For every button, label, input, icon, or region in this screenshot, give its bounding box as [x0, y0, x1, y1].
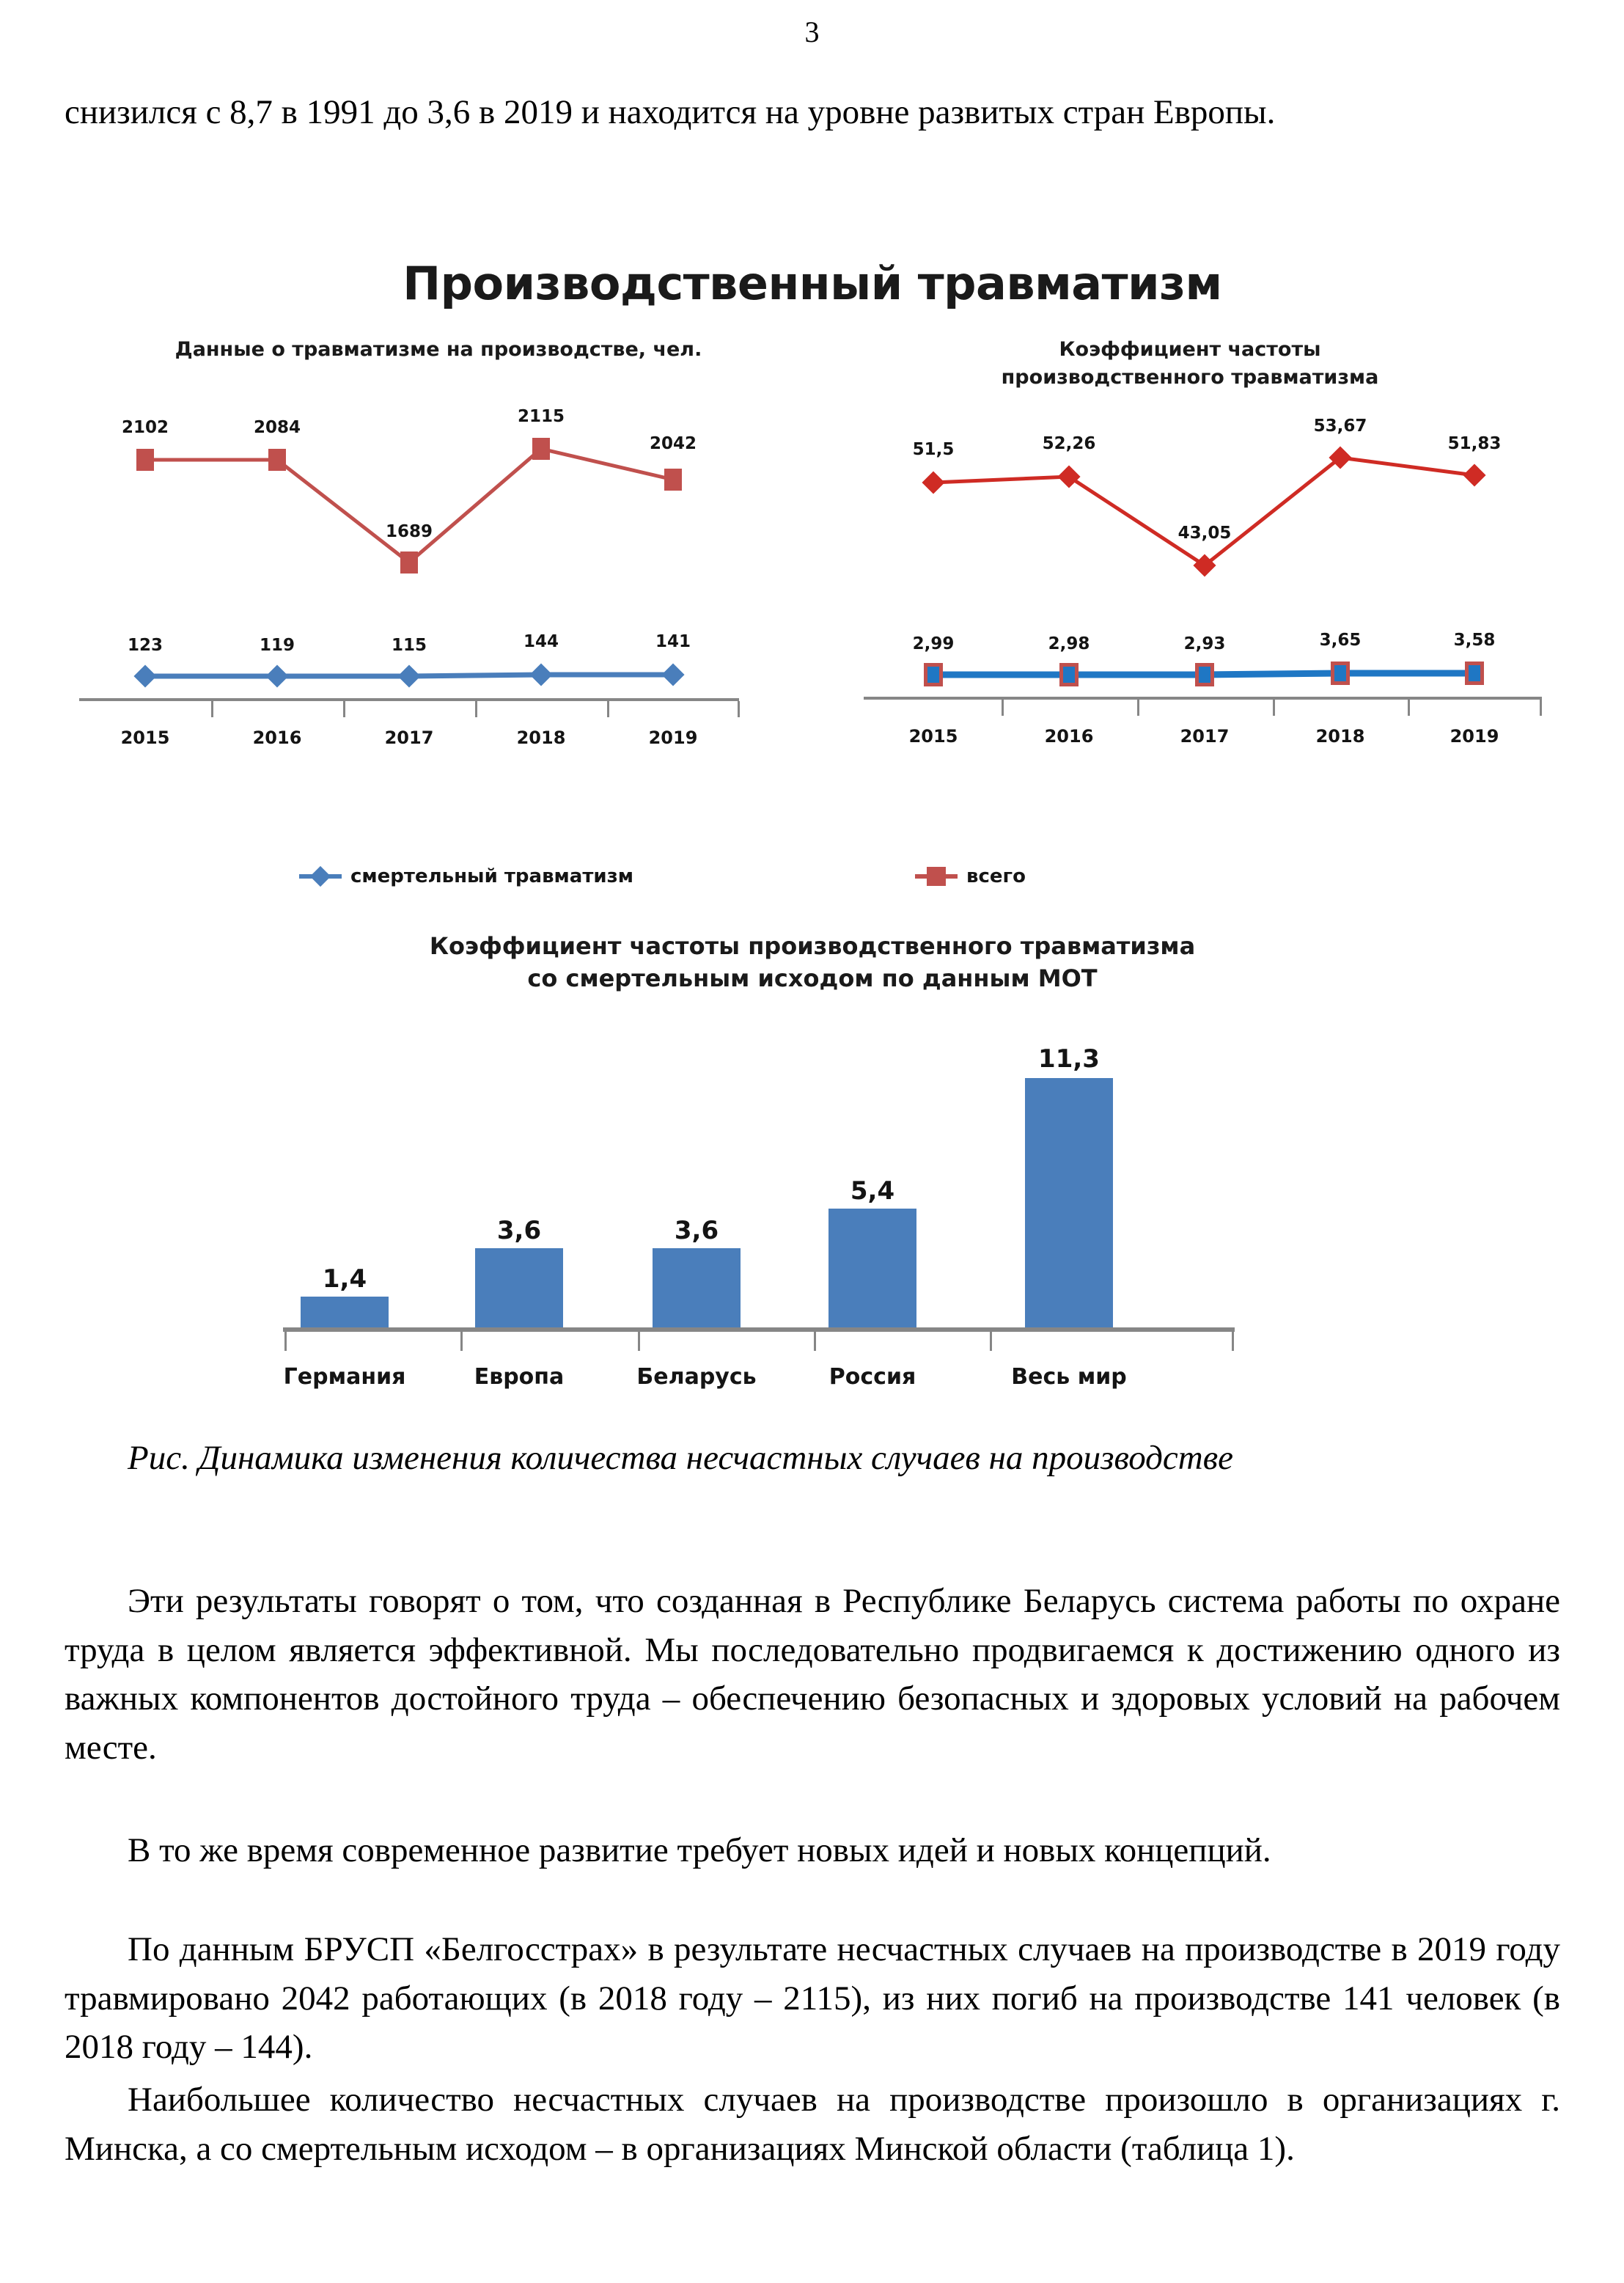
- x-axis-label-2017: 2017: [384, 728, 434, 748]
- chart-title-frequency-line2: производственного травматизма: [1001, 366, 1379, 389]
- x-axis-label-germany: Германия: [283, 1364, 406, 1390]
- chart-injury-frequency-coefficient: [820, 337, 1560, 865]
- figure-main-title: Производственный травматизм: [403, 257, 1222, 310]
- x-axis-label-2018: 2018: [1315, 726, 1365, 747]
- figure-caption: Рис. Динамика изменения количества несчастных случаев на производстве: [128, 1439, 1233, 1477]
- plot-area-ilo: [65, 1019, 1560, 1390]
- paragraph-4: Наибольшее количество несчастных случаев на производстве произошло в организациях г. Минска, а со смертельным исходом – в организациях Минской области (таблица 1).: [65, 2081, 1560, 2168]
- paragraph-2: В то же время современное развитие требует новых идей и новых концепций.: [128, 1831, 1271, 1869]
- data-label-coef-fatal-2017: 2,93: [1183, 634, 1226, 653]
- data-point-total-2018: [532, 438, 550, 460]
- data-point-total-2019: [664, 469, 682, 491]
- data-label-coef-fatal-2015: 2,99: [912, 634, 955, 653]
- paragraph-1: Эти результаты говорят о том, что созданная в Республике Беларусь система работы по охране труда в целом является эффективной. Мы последовательно продвигаемся к достижению одного из важных компонентов достойного труда – обеспечению безопасных и здоровых условий на рабочем месте.: [65, 1582, 1560, 1767]
- x-axis-label-russia: Россия: [828, 1364, 916, 1390]
- data-label-fatal-2018: 144: [523, 632, 559, 651]
- paragraph-3: По данным БРУСП «Белгосстрах» в результате несчастных случаев на производстве в 2019 году травмировано 2042 работающих (в 2018 году – 2115), из них погиб на производстве 141 человек (в 2018 году – 144).: [65, 1930, 1560, 2067]
- data-label-coef-total-2016: 52,26: [1042, 434, 1096, 453]
- series-line-fatal: [65, 383, 812, 779]
- data-label-total-2015: 2102: [121, 418, 169, 437]
- x-axis-tick: [1002, 700, 1004, 716]
- data-label-russia: 5,4: [850, 1176, 895, 1206]
- chart-injuries-count: [65, 337, 812, 865]
- data-label-fatal-2019: 141: [655, 632, 691, 651]
- x-axis-label-2018: 2018: [516, 728, 566, 748]
- chart-fatal-frequency-ilo: [65, 931, 1560, 1390]
- data-point-total-2017: [400, 551, 418, 574]
- data-label-total-2018: 2115: [517, 407, 565, 426]
- data-label-world: 11,3: [1038, 1044, 1100, 1074]
- x-axis-label-2019: 2019: [648, 728, 698, 748]
- bar-world: [1025, 1078, 1113, 1327]
- data-label-total-2019: 2042: [649, 434, 697, 453]
- plot-area-frequency: [820, 409, 1560, 780]
- x-axis-tick: [990, 1332, 992, 1351]
- data-label-total-2017: 1689: [385, 522, 433, 541]
- data-label-total-2016: 2084: [253, 418, 301, 437]
- data-label-fatal-2015: 123: [127, 636, 163, 655]
- figure-injury-statistics: [65, 242, 1560, 1390]
- legend-label-total: всего: [966, 865, 1026, 887]
- x-axis-tick: [284, 1332, 287, 1351]
- data-point-total-2015: [136, 449, 154, 471]
- data-point-coef-fatal-2017: [1195, 663, 1214, 686]
- bars-container: [65, 1019, 1560, 1327]
- page-number: 3: [804, 15, 820, 48]
- data-label-fatal-2016: 119: [259, 636, 295, 655]
- data-label-fatal-2017: 115: [391, 636, 427, 655]
- x-axis-tick: [1540, 700, 1542, 716]
- legend-item-total: [915, 865, 1026, 887]
- data-label-coef-total-2018: 53,67: [1313, 417, 1367, 436]
- x-axis-line: [79, 698, 739, 701]
- square-marker-icon: [915, 874, 958, 879]
- x-axis-line: [283, 1327, 1235, 1332]
- x-axis-tick: [475, 701, 477, 717]
- x-axis-label-2015: 2015: [908, 726, 958, 747]
- bar-germany: [301, 1297, 389, 1327]
- x-axis-tick: [1408, 700, 1410, 716]
- x-axis-line: [864, 697, 1542, 700]
- data-label-coef-total-2017: 43,05: [1177, 524, 1232, 543]
- data-label-germany: 1,4: [322, 1264, 367, 1294]
- chart-title-injuries-count: Данные о травматизме на производстве, чел.: [174, 338, 702, 361]
- x-axis-label-belarus: Беларусь: [636, 1364, 757, 1390]
- bar-russia: [828, 1209, 916, 1327]
- x-axis-tick: [738, 701, 740, 717]
- data-label-coef-fatal-2019: 3,58: [1453, 631, 1496, 650]
- x-axis-tick: [211, 701, 213, 717]
- x-axis-label-2016: 2016: [1044, 726, 1094, 747]
- x-axis-label-europe: Европа: [474, 1364, 565, 1390]
- paragraph-top: снизился с 8,7 в 1991 до 3,6 в 2019 и находится на уровне развитых стран Европы.: [65, 93, 1276, 131]
- data-label-belarus: 3,6: [674, 1216, 719, 1245]
- x-axis-label-2019: 2019: [1450, 726, 1499, 747]
- diamond-marker-icon: [299, 874, 342, 879]
- data-point-total-2016: [268, 449, 286, 471]
- bar-europe: [475, 1248, 563, 1327]
- data-point-coef-fatal-2018: [1331, 662, 1350, 685]
- x-axis-label-2015: 2015: [120, 728, 170, 748]
- plot-area-injuries-count: [65, 383, 812, 779]
- x-axis-tick: [460, 1332, 463, 1351]
- chart-title-ilo-line2: со смертельным исходом по данным МОТ: [527, 964, 1098, 992]
- x-axis-label-world: Весь мир: [1011, 1364, 1127, 1390]
- x-axis-label-2017: 2017: [1180, 726, 1230, 747]
- x-axis-tick: [607, 701, 609, 717]
- data-label-coef-total-2015: 51,5: [912, 440, 955, 459]
- legend-label-fatal: смертельный травматизм: [350, 865, 633, 887]
- x-axis-tick: [814, 1332, 816, 1351]
- data-point-coef-fatal-2016: [1059, 663, 1079, 686]
- x-axis-tick: [1232, 1332, 1234, 1351]
- data-point-coef-fatal-2019: [1465, 662, 1484, 685]
- data-label-coef-total-2019: 51,83: [1447, 434, 1502, 453]
- x-axis-tick: [343, 701, 345, 717]
- data-label-coef-fatal-2018: 3,65: [1319, 631, 1362, 650]
- x-axis-tick: [1273, 700, 1275, 716]
- data-label-coef-fatal-2016: 2,98: [1048, 634, 1090, 653]
- chart-title-frequency-line1: Коэффициент частоты: [1059, 338, 1321, 361]
- x-axis-label-2016: 2016: [252, 728, 302, 748]
- data-point-coef-fatal-2015: [924, 663, 943, 686]
- x-axis-tick: [1137, 700, 1139, 716]
- x-axis-tick: [638, 1332, 640, 1351]
- data-label-europe: 3,6: [496, 1216, 542, 1245]
- bar-belarus: [653, 1248, 741, 1327]
- legend-item-fatal: [299, 865, 633, 887]
- series-line-fatal-coef: [820, 409, 1560, 780]
- chart-title-ilo-line1: Коэффициент частоты производственного травматизма: [429, 932, 1196, 960]
